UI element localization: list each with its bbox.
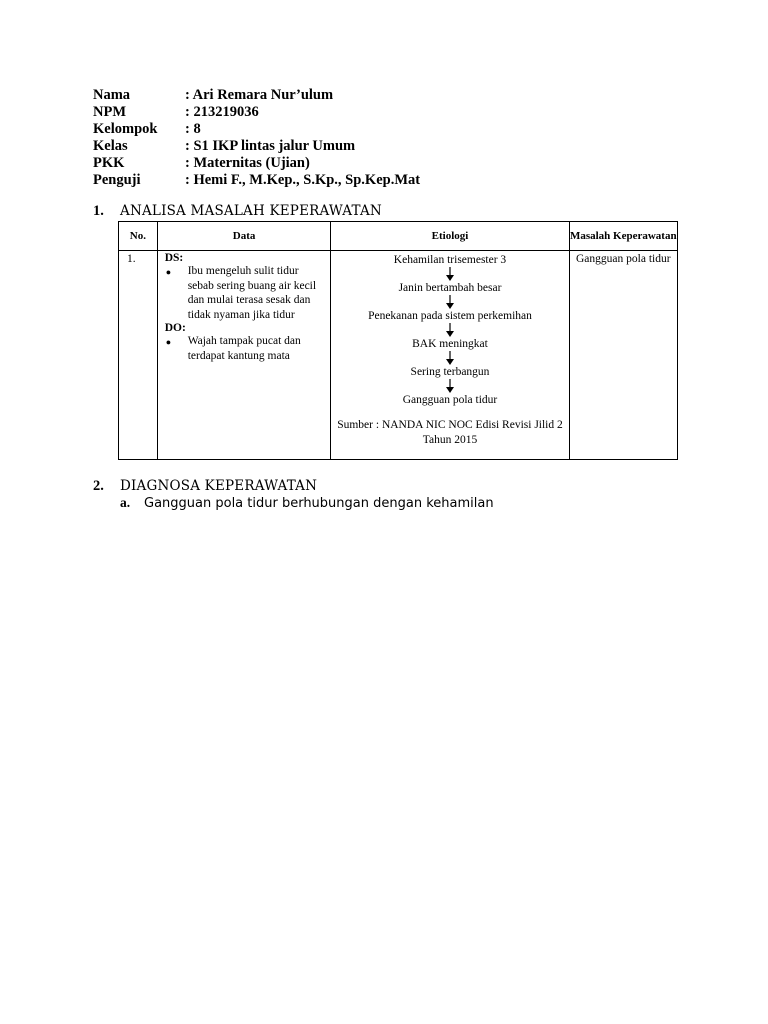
identity-row-kelas (93, 138, 420, 155)
table-header-row (119, 222, 678, 251)
pkk-label: PKK (93, 155, 125, 171)
etiologi-step: Sering terbangun (410, 366, 490, 378)
etiologi-cell (331, 251, 569, 460)
penguji-label: Penguji (93, 172, 141, 188)
row-number: 1. (119, 251, 158, 460)
etiologi-step: Kehamilan trisemester 3 (393, 254, 507, 266)
header-etiologi: Etiologi (331, 222, 569, 251)
do-item-text: Wajah tampak pucat dan terdapat kantung mata (187, 335, 301, 362)
pkk-value: : Maternitas (Ujian) (185, 155, 310, 171)
identity-row-nama (93, 87, 420, 104)
section-2-title: DIAGNOSA KEPERAWATAN (120, 478, 318, 494)
source-citation: Sumber : NANDA NIC NOC Edisi Revisi Jilid 2 Tahun 2015 (337, 419, 563, 446)
identity-block (93, 87, 420, 189)
bullet-icon: ● (165, 337, 172, 347)
analysis-table (118, 221, 678, 460)
section-1-number: 1. (93, 203, 104, 219)
header-no: No. (119, 222, 158, 251)
down-arrow-icon (335, 323, 564, 337)
etiologi-step: BAK meningkat (412, 338, 488, 350)
masalah-cell: Gangguan pola tidur (569, 251, 677, 460)
ds-item-text: Ibu mengeluh sulit tidur sebab sering buang air kecil dan mulai terasa sesak dan tidak nyaman jika tidur (187, 265, 317, 321)
diagnosis-letter: a. (120, 495, 131, 510)
identity-row-pkk (93, 155, 420, 172)
header-masalah: Masalah Keperawatan (569, 222, 677, 251)
npm-label: NPM (93, 104, 127, 120)
kelas-label: Kelas (93, 138, 128, 154)
npm-value: : 213219036 (185, 104, 259, 120)
kelompok-label: Kelompok (93, 121, 158, 137)
diagnosis-item (120, 495, 494, 511)
do-label: DO: (164, 322, 186, 334)
nama-label: Nama (93, 87, 131, 103)
do-item (165, 334, 327, 363)
data-cell (157, 251, 331, 460)
section-2-number: 2. (93, 478, 104, 494)
identity-row-npm (93, 104, 420, 121)
etiologi-step: Penekanan pada sistem perkemihan (368, 310, 532, 322)
section-1-title: ANALISA MASALAH KEPERAWATAN (120, 203, 382, 219)
down-arrow-icon (335, 295, 564, 309)
kelas-value: : S1 IKP lintas jalur Umum (185, 138, 356, 154)
ds-item (165, 264, 327, 322)
nama-value: : Ari Remara Nur’ulum (185, 87, 334, 103)
down-arrow-icon (335, 267, 564, 281)
kelompok-value: : 8 (185, 121, 201, 137)
section-2-heading (93, 478, 317, 495)
diagnosis-text: Gangguan pola tidur berhubungan dengan kehamilan (144, 496, 494, 511)
identity-row-penguji (93, 172, 420, 189)
bullet-icon: ● (165, 267, 172, 277)
identity-row-kelompok (93, 121, 420, 138)
etiologi-step: Janin bertambah besar (398, 282, 502, 294)
section-1-heading (93, 203, 382, 220)
table-row (119, 251, 678, 460)
penguji-value: : Hemi F., M.Kep., S.Kp., Sp.Kep.Mat (185, 172, 421, 188)
ds-label: DS: (164, 252, 184, 264)
etiologi-step: Gangguan pola tidur (402, 394, 498, 406)
down-arrow-icon (335, 351, 564, 365)
header-data: Data (157, 222, 331, 251)
down-arrow-icon (335, 379, 564, 393)
